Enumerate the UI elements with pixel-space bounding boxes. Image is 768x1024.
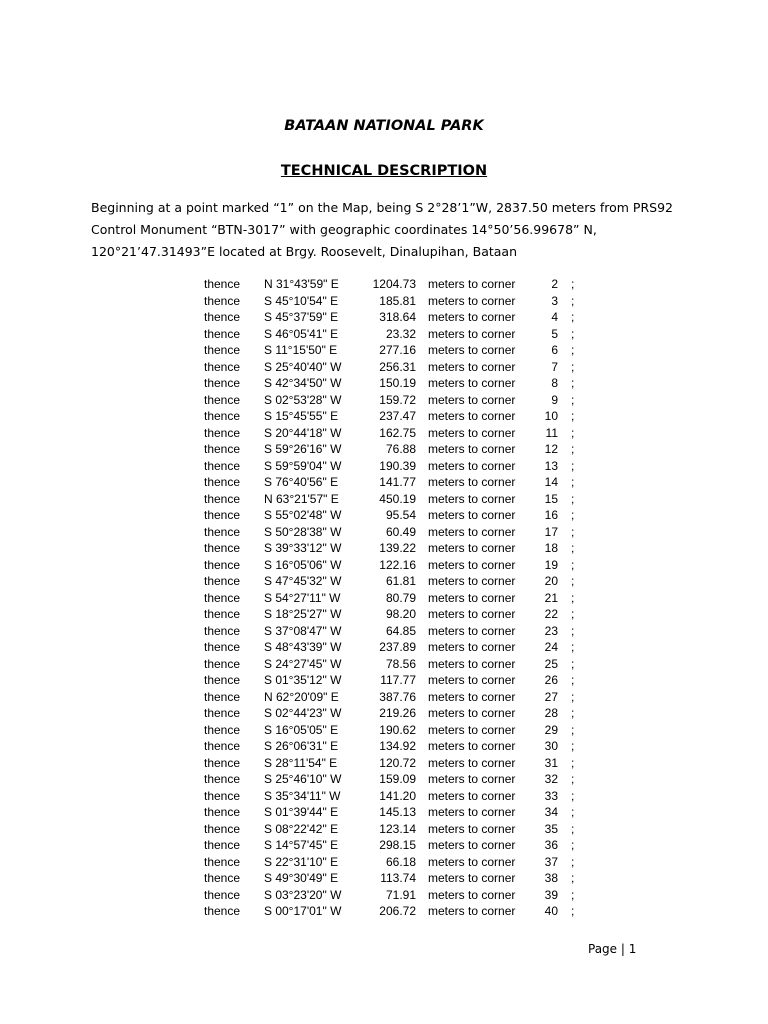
description-cell: meters to corner <box>428 359 516 374</box>
table-row <box>0 738 768 755</box>
corner-cell: 4 <box>551 310 558 324</box>
separator-cell: ; <box>571 574 575 588</box>
corner-cell: 39 <box>544 887 558 902</box>
table-row <box>0 524 768 541</box>
corner-cell: 29 <box>544 722 558 737</box>
thence-cell: thence <box>204 838 241 852</box>
separator-cell: ; <box>571 623 575 638</box>
thence-cell: thence <box>204 854 241 869</box>
separator-cell: ; <box>571 805 575 819</box>
thence-cell: thence <box>204 739 241 753</box>
distance-cell: 318.64 <box>379 310 416 324</box>
thence-cell: thence <box>204 755 241 770</box>
corner-cell: 31 <box>544 755 558 770</box>
bearing-cell: S 14°57'45" E <box>264 838 339 852</box>
page-number: Page | 1 <box>588 942 637 956</box>
description-cell: meters to corner <box>428 458 516 473</box>
thence-cell: thence <box>204 821 241 836</box>
corner-cell: 12 <box>544 442 558 456</box>
table-row <box>0 903 768 920</box>
intro-paragraph <box>91 197 691 263</box>
thence-cell: thence <box>204 557 241 572</box>
bearing-cell: S 55°02'48" W <box>264 508 342 522</box>
separator-cell: ; <box>571 706 575 720</box>
thence-cell: thence <box>204 442 241 456</box>
table-row <box>0 326 768 343</box>
corner-cell: 15 <box>544 491 558 506</box>
bearing-cell: S 76°40'56" E <box>264 475 339 489</box>
corner-cell: 10 <box>544 409 558 423</box>
document-subtitle: TECHNICAL DESCRIPTION <box>280 163 488 179</box>
separator-cell: ; <box>571 458 575 473</box>
thence-cell: thence <box>204 392 241 407</box>
bearing-cell: S 45°37'59" E <box>264 310 339 324</box>
distance-cell: 159.72 <box>379 392 416 407</box>
thence-cell: thence <box>204 607 241 621</box>
table-row <box>0 359 768 376</box>
description-cell: meters to corner <box>428 904 516 918</box>
description-cell: meters to corner <box>428 755 516 770</box>
description-cell: meters to corner <box>428 541 516 555</box>
thence-cell: thence <box>204 293 241 308</box>
corner-cell: 27 <box>544 689 558 704</box>
description-cell: meters to corner <box>428 343 516 357</box>
corner-cell: 16 <box>544 508 558 522</box>
table-row <box>0 573 768 590</box>
bearing-cell: S 15°45'55" E <box>264 409 339 423</box>
corner-cell: 13 <box>544 458 558 473</box>
thence-cell: thence <box>204 491 241 506</box>
thence-cell: thence <box>204 805 241 819</box>
corner-cell: 34 <box>544 805 558 819</box>
description-cell: meters to corner <box>428 838 516 852</box>
description-cell: meters to corner <box>428 524 516 539</box>
survey-table <box>0 276 768 920</box>
table-row <box>0 375 768 392</box>
distance-cell: 237.89 <box>379 640 416 654</box>
separator-cell: ; <box>571 508 575 522</box>
distance-cell: 141.20 <box>379 788 416 803</box>
description-cell: meters to corner <box>428 673 516 687</box>
distance-cell: 139.22 <box>379 541 416 555</box>
bearing-cell: S 08°22'42" E <box>264 821 339 836</box>
bearing-cell: S 25°46'10" W <box>264 772 342 786</box>
table-row <box>0 821 768 838</box>
distance-cell: 237.47 <box>379 409 416 423</box>
separator-cell: ; <box>571 739 575 753</box>
distance-cell: 117.77 <box>380 673 416 687</box>
table-row <box>0 804 768 821</box>
corner-cell: 2 <box>551 277 558 291</box>
description-cell: meters to corner <box>428 887 516 902</box>
corner-cell: 40 <box>544 904 558 918</box>
thence-cell: thence <box>204 656 241 671</box>
separator-cell: ; <box>571 689 575 704</box>
table-row <box>0 458 768 475</box>
thence-cell: thence <box>204 409 241 423</box>
bearing-cell: S 28°11'54" E <box>264 755 338 770</box>
distance-cell: 134.92 <box>379 739 416 753</box>
document-title: BATAAN NATIONAL PARK <box>284 118 484 134</box>
table-row <box>0 392 768 409</box>
description-cell: meters to corner <box>428 326 516 341</box>
bearing-cell: S 59°59'04" W <box>264 458 342 473</box>
table-row <box>0 441 768 458</box>
distance-cell: 113.74 <box>380 871 416 885</box>
thence-cell: thence <box>204 590 241 605</box>
bearing-cell: N 31°43'59" E <box>264 277 339 291</box>
thence-cell: thence <box>204 359 241 374</box>
bearing-cell: S 02°53'28" W <box>264 392 342 407</box>
distance-cell: 60.49 <box>385 524 416 539</box>
distance-cell: 387.76 <box>379 689 416 704</box>
distance-cell: 141.77 <box>379 475 416 489</box>
bearing-cell: S 26°06'31" E <box>264 739 339 753</box>
separator-cell: ; <box>571 326 575 341</box>
corner-cell: 17 <box>544 524 558 539</box>
separator-cell: ; <box>571 557 575 572</box>
thence-cell: thence <box>204 425 241 440</box>
bearing-cell: S 24°27'45" W <box>264 656 342 671</box>
table-row <box>0 276 768 293</box>
intro-line: Beginning at a point marked “1” on the Map, being S 2°28’1”W, 2837.50 meters from PRS92 <box>91 200 673 215</box>
corner-cell: 35 <box>544 821 558 836</box>
distance-cell: 190.62 <box>379 722 416 737</box>
distance-cell: 98.20 <box>385 607 416 621</box>
bearing-cell: S 16°05'05" E <box>264 722 339 737</box>
table-row <box>0 408 768 425</box>
description-cell: meters to corner <box>428 656 516 671</box>
distance-cell: 450.19 <box>379 491 416 506</box>
table-row <box>0 672 768 689</box>
distance-cell: 162.75 <box>379 425 416 440</box>
description-cell: meters to corner <box>428 425 516 440</box>
distance-cell: 1204.73 <box>372 277 416 291</box>
description-cell: meters to corner <box>428 871 516 885</box>
distance-cell: 219.26 <box>379 706 416 720</box>
table-row <box>0 309 768 326</box>
distance-cell: 190.39 <box>379 458 416 473</box>
corner-cell: 26 <box>544 673 558 687</box>
bearing-cell: S 11°15'50" E <box>264 343 338 357</box>
table-row <box>0 623 768 640</box>
corner-cell: 23 <box>544 623 558 638</box>
thence-cell: thence <box>204 640 241 654</box>
thence-cell: thence <box>204 475 241 489</box>
table-row <box>0 557 768 574</box>
bearing-cell: S 02°44'23" W <box>264 706 342 720</box>
distance-cell: 123.14 <box>379 821 416 836</box>
distance-cell: 185.81 <box>379 293 416 308</box>
corner-cell: 25 <box>544 656 558 671</box>
bearing-cell: S 03°23'20" W <box>264 887 342 902</box>
table-row <box>0 689 768 706</box>
bearing-cell: S 20°44'18" W <box>264 425 342 440</box>
description-cell: meters to corner <box>428 310 516 324</box>
thence-cell: thence <box>204 524 241 539</box>
thence-cell: thence <box>204 722 241 737</box>
separator-cell: ; <box>571 788 575 803</box>
description-cell: meters to corner <box>428 409 516 423</box>
description-cell: meters to corner <box>428 706 516 720</box>
bearing-cell: S 18°25'27" W <box>264 607 342 621</box>
separator-cell: ; <box>571 887 575 902</box>
bearing-cell: S 16°05'06" W <box>264 557 342 572</box>
thence-cell: thence <box>204 508 241 522</box>
table-row <box>0 854 768 871</box>
distance-cell: 159.09 <box>379 772 416 786</box>
corner-cell: 24 <box>544 640 558 654</box>
table-row <box>0 507 768 524</box>
bearing-cell: S 01°35'12" W <box>264 673 342 687</box>
distance-cell: 64.85 <box>385 623 416 638</box>
bearing-cell: S 42°34'50" W <box>264 376 342 390</box>
distance-cell: 66.18 <box>385 854 416 869</box>
description-cell: meters to corner <box>428 293 516 308</box>
description-cell: meters to corner <box>428 805 516 819</box>
thence-cell: thence <box>204 574 241 588</box>
bearing-cell: S 49°30'49" E <box>264 871 339 885</box>
bearing-cell: S 37°08'47" W <box>264 623 342 638</box>
table-row <box>0 755 768 772</box>
thence-cell: thence <box>204 343 241 357</box>
bearing-cell: S 48°43'39" W <box>264 640 342 654</box>
distance-cell: 298.15 <box>379 838 416 852</box>
distance-cell: 80.79 <box>385 590 416 605</box>
distance-cell: 256.31 <box>379 359 416 374</box>
thence-cell: thence <box>204 623 241 638</box>
distance-cell: 206.72 <box>379 904 416 918</box>
thence-cell: thence <box>204 277 241 291</box>
corner-cell: 30 <box>544 739 558 753</box>
table-row <box>0 887 768 904</box>
separator-cell: ; <box>571 640 575 654</box>
thence-cell: thence <box>204 458 241 473</box>
corner-cell: 33 <box>544 788 558 803</box>
separator-cell: ; <box>571 722 575 737</box>
separator-cell: ; <box>571 293 575 308</box>
table-row <box>0 491 768 508</box>
description-cell: meters to corner <box>428 821 516 836</box>
table-row <box>0 639 768 656</box>
distance-cell: 150.19 <box>379 376 416 390</box>
separator-cell: ; <box>571 838 575 852</box>
description-cell: meters to corner <box>428 772 516 786</box>
corner-cell: 9 <box>551 392 558 407</box>
corner-cell: 18 <box>544 541 558 555</box>
separator-cell: ; <box>571 425 575 440</box>
intro-line: Control Monument “BTN-3017” with geographic coordinates 14°50’56.99678” N, <box>91 222 597 237</box>
corner-cell: 20 <box>544 574 558 588</box>
distance-cell: 71.91 <box>385 887 416 902</box>
table-row <box>0 540 768 557</box>
corner-cell: 11 <box>545 425 558 440</box>
bearing-cell: N 62°20'09" E <box>264 689 339 704</box>
distance-cell: 122.16 <box>379 557 416 572</box>
description-cell: meters to corner <box>428 590 516 605</box>
corner-cell: 28 <box>544 706 558 720</box>
description-cell: meters to corner <box>428 574 516 588</box>
table-row <box>0 590 768 607</box>
table-row <box>0 474 768 491</box>
thence-cell: thence <box>204 673 241 687</box>
description-cell: meters to corner <box>428 788 516 803</box>
separator-cell: ; <box>571 524 575 539</box>
table-row <box>0 837 768 854</box>
separator-cell: ; <box>571 541 575 555</box>
table-row <box>0 293 768 310</box>
thence-cell: thence <box>204 376 241 390</box>
corner-cell: 36 <box>544 838 558 852</box>
thence-cell: thence <box>204 706 241 720</box>
description-cell: meters to corner <box>428 739 516 753</box>
corner-cell: 19 <box>544 557 558 572</box>
distance-cell: 95.54 <box>385 508 416 522</box>
description-cell: meters to corner <box>428 557 516 572</box>
description-cell: meters to corner <box>428 623 516 638</box>
description-cell: meters to corner <box>428 376 516 390</box>
thence-cell: thence <box>204 887 241 902</box>
separator-cell: ; <box>571 904 575 918</box>
bearing-cell: S 01°39'44" E <box>264 805 339 819</box>
table-row <box>0 606 768 623</box>
distance-cell: 78.56 <box>385 656 416 671</box>
description-cell: meters to corner <box>428 607 516 621</box>
corner-cell: 21 <box>544 590 558 605</box>
separator-cell: ; <box>571 656 575 671</box>
separator-cell: ; <box>571 343 575 357</box>
description-cell: meters to corner <box>428 640 516 654</box>
separator-cell: ; <box>571 376 575 390</box>
table-row <box>0 722 768 739</box>
table-row <box>0 870 768 887</box>
bearing-cell: S 35°34'11" W <box>264 788 341 803</box>
thence-cell: thence <box>204 326 241 341</box>
bearing-cell: S 50°28'38" W <box>264 524 342 539</box>
description-cell: meters to corner <box>428 722 516 737</box>
intro-line: 120°21’47.31493”E located at Brgy. Roosevelt, Dinalupihan, Bataan <box>91 244 518 259</box>
bearing-cell: S 22°31'10" E <box>264 854 339 869</box>
table-row <box>0 771 768 788</box>
description-cell: meters to corner <box>428 508 516 522</box>
separator-cell: ; <box>571 310 575 324</box>
distance-cell: 120.72 <box>379 755 416 770</box>
thence-cell: thence <box>204 788 241 803</box>
thence-cell: thence <box>204 310 241 324</box>
thence-cell: thence <box>204 904 241 918</box>
distance-cell: 76.88 <box>385 442 416 456</box>
corner-cell: 37 <box>544 854 558 869</box>
separator-cell: ; <box>571 392 575 407</box>
separator-cell: ; <box>571 277 575 291</box>
separator-cell: ; <box>571 673 575 687</box>
separator-cell: ; <box>571 359 575 374</box>
table-row <box>0 342 768 359</box>
distance-cell: 61.81 <box>385 574 416 588</box>
bearing-cell: S 46°05'41" E <box>264 326 339 341</box>
separator-cell: ; <box>571 755 575 770</box>
table-row <box>0 705 768 722</box>
corner-cell: 3 <box>551 293 558 308</box>
corner-cell: 22 <box>544 607 558 621</box>
distance-cell: 23.32 <box>385 326 416 341</box>
separator-cell: ; <box>571 491 575 506</box>
separator-cell: ; <box>571 475 575 489</box>
description-cell: meters to corner <box>428 689 516 704</box>
thence-cell: thence <box>204 689 241 704</box>
description-cell: meters to corner <box>428 475 516 489</box>
table-row <box>0 788 768 805</box>
thence-cell: thence <box>204 541 241 555</box>
description-cell: meters to corner <box>428 854 516 869</box>
table-row <box>0 656 768 673</box>
bearing-cell: S 39°33'12" W <box>264 541 342 555</box>
separator-cell: ; <box>571 854 575 869</box>
bearing-cell: S 59°26'16" W <box>264 442 342 456</box>
corner-cell: 8 <box>551 376 558 390</box>
separator-cell: ; <box>571 821 575 836</box>
distance-cell: 277.16 <box>379 343 416 357</box>
corner-cell: 6 <box>551 343 558 357</box>
corner-cell: 14 <box>544 475 558 489</box>
separator-cell: ; <box>571 607 575 621</box>
description-cell: meters to corner <box>428 442 516 456</box>
separator-cell: ; <box>571 871 575 885</box>
corner-cell: 32 <box>544 772 558 786</box>
corner-cell: 5 <box>551 326 558 341</box>
thence-cell: thence <box>204 871 241 885</box>
bearing-cell: S 54°27'11" W <box>264 590 341 605</box>
separator-cell: ; <box>571 772 575 786</box>
separator-cell: ; <box>571 590 575 605</box>
bearing-cell: N 63°21'57" E <box>264 491 339 506</box>
bearing-cell: S 00°17'01" W <box>264 904 342 918</box>
distance-cell: 145.13 <box>379 805 416 819</box>
bearing-cell: S 25°40'40" W <box>264 359 342 374</box>
description-cell: meters to corner <box>428 392 516 407</box>
corner-cell: 38 <box>544 871 558 885</box>
description-cell: meters to corner <box>428 277 516 291</box>
separator-cell: ; <box>571 442 575 456</box>
thence-cell: thence <box>204 772 241 786</box>
bearing-cell: S 45°10'54" E <box>264 293 339 308</box>
bearing-cell: S 47°45'32" W <box>264 574 342 588</box>
table-row <box>0 425 768 442</box>
separator-cell: ; <box>571 409 575 423</box>
description-cell: meters to corner <box>428 491 516 506</box>
corner-cell: 7 <box>551 359 558 374</box>
